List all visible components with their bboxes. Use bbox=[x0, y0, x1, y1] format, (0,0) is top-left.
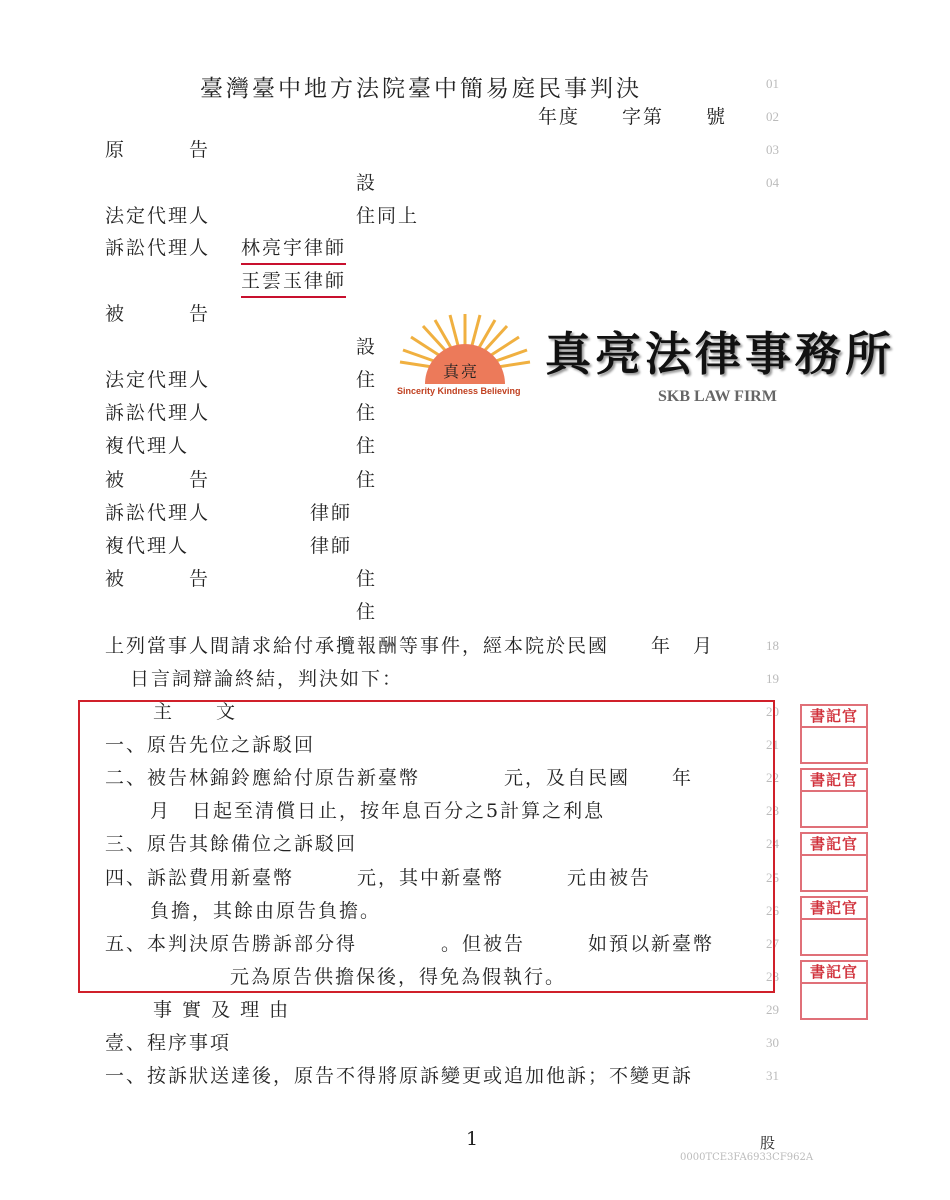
party-label: 複代理人 bbox=[105, 435, 190, 457]
logo-slogan: Sincerity Kindness Believing bbox=[397, 386, 521, 396]
document-title: 臺灣臺中地方法院臺中簡易庭民事判決 bbox=[200, 76, 642, 102]
party-lawyer: 律師 bbox=[310, 502, 353, 524]
line-number: 20 bbox=[766, 704, 779, 719]
line-number: 23 bbox=[766, 803, 779, 818]
stamp-label: 書記官 bbox=[802, 834, 866, 856]
party-label: 訴訟代理人 bbox=[105, 402, 211, 424]
party-label: 被 告 bbox=[105, 303, 211, 325]
intro-text: 日言詞辯論終結，判決如下： bbox=[130, 668, 404, 690]
party-address: 住 bbox=[356, 469, 378, 491]
party-label: 法定代理人 bbox=[105, 205, 211, 227]
line-number: 29 bbox=[766, 1002, 779, 1017]
clerk-stamp bbox=[800, 768, 868, 828]
party-label: 法定代理人 bbox=[105, 369, 211, 391]
ruling-item: 負擔，其餘由原告負擔。 bbox=[150, 900, 382, 922]
ruling-item: 月 日起至清償日止，按年息百分之5計算之利息 bbox=[150, 800, 606, 822]
stamp-label: 書記官 bbox=[802, 962, 866, 984]
section-heading: 壹、程序事項 bbox=[105, 1032, 232, 1054]
case-number: 年度 字第 號 bbox=[538, 106, 728, 128]
party-label: 訴訟代理人 bbox=[105, 237, 211, 259]
party-lawyer: 律師 bbox=[310, 535, 353, 557]
party-address: 住 bbox=[356, 369, 378, 391]
clerk-stamp bbox=[800, 704, 868, 764]
line-number: 25 bbox=[766, 870, 779, 885]
section-text: 一、按訴狀送達後，原告不得將原訴變更或追加他訴；不變更訴 bbox=[105, 1065, 694, 1087]
party-address: 住 bbox=[356, 568, 378, 590]
line-number: 28 bbox=[766, 969, 779, 984]
line-number: 04 bbox=[766, 175, 779, 190]
line-number: 18 bbox=[766, 638, 779, 653]
party-address: 住同上 bbox=[356, 205, 420, 227]
party-address: 設 bbox=[356, 336, 378, 358]
line-number: 21 bbox=[766, 737, 779, 752]
party-address: 住 bbox=[356, 601, 378, 623]
ruling-item: 三、原告其餘備位之訴駁回 bbox=[105, 833, 358, 855]
stamp-label: 書記官 bbox=[802, 706, 866, 728]
party-address: 設 bbox=[356, 172, 378, 194]
document-code: 0000TCE3FA6933CF962A bbox=[680, 1152, 814, 1163]
party-label: 複代理人 bbox=[105, 535, 190, 557]
ruling-item: 二、被告林錦鈴應給付原告新臺幣 元，及自民國 年 bbox=[105, 767, 694, 789]
clerk-stamp bbox=[800, 960, 868, 1020]
ruling-item: 一、原告先位之訴駁回 bbox=[105, 734, 316, 756]
stamp-label: 書記官 bbox=[802, 898, 866, 920]
line-number: 19 bbox=[766, 671, 779, 686]
firm-name: 真亮法律事務所 bbox=[545, 327, 895, 381]
party-label: 訴訟代理人 bbox=[105, 502, 211, 524]
main-heading: 主 文 bbox=[153, 701, 238, 723]
party-label: 被 告 bbox=[105, 469, 211, 491]
party-label: 原 告 bbox=[105, 139, 211, 161]
ruling-item: 四、訴訟費用新臺幣 元，其中新臺幣 元由被告 bbox=[105, 867, 652, 889]
logo-seal-text: 真亮 bbox=[443, 362, 480, 381]
lawyer-name-highlighted: 王雲玉律師 bbox=[241, 269, 346, 298]
line-number: 22 bbox=[766, 770, 779, 785]
party-address: 住 bbox=[356, 435, 378, 457]
line-number: 24 bbox=[766, 836, 779, 851]
line-number: 01 bbox=[766, 76, 779, 91]
party-label: 被 告 bbox=[105, 568, 211, 590]
ruling-item: 元為原告供擔保後，得免為假執行。 bbox=[230, 966, 567, 988]
intro-text: 上列當事人間請求給付承攬報酬等事件，經本院於民國 年 月 bbox=[105, 635, 715, 657]
clerk-stamp bbox=[800, 832, 868, 892]
line-number: 02 bbox=[766, 109, 779, 124]
firm-name-en: SKB LAW FIRM bbox=[658, 388, 777, 405]
line-number: 31 bbox=[766, 1068, 779, 1083]
division-label: 股 bbox=[760, 1134, 776, 1152]
clerk-stamp bbox=[800, 896, 868, 956]
line-number: 30 bbox=[766, 1035, 779, 1050]
party-address: 住 bbox=[356, 402, 378, 424]
line-number: 27 bbox=[766, 936, 779, 951]
ruling-item: 五、本判決原告勝訴部分得 。但被告 如預以新臺幣 bbox=[105, 933, 715, 955]
line-number: 26 bbox=[766, 903, 779, 918]
lawyer-name-highlighted: 林亮宇律師 bbox=[241, 236, 346, 265]
facts-heading: 事 實 及 理 由 bbox=[153, 999, 291, 1021]
line-number: 03 bbox=[766, 142, 779, 157]
page-number: 1 bbox=[466, 1128, 479, 1150]
stamp-label: 書記官 bbox=[802, 770, 866, 792]
